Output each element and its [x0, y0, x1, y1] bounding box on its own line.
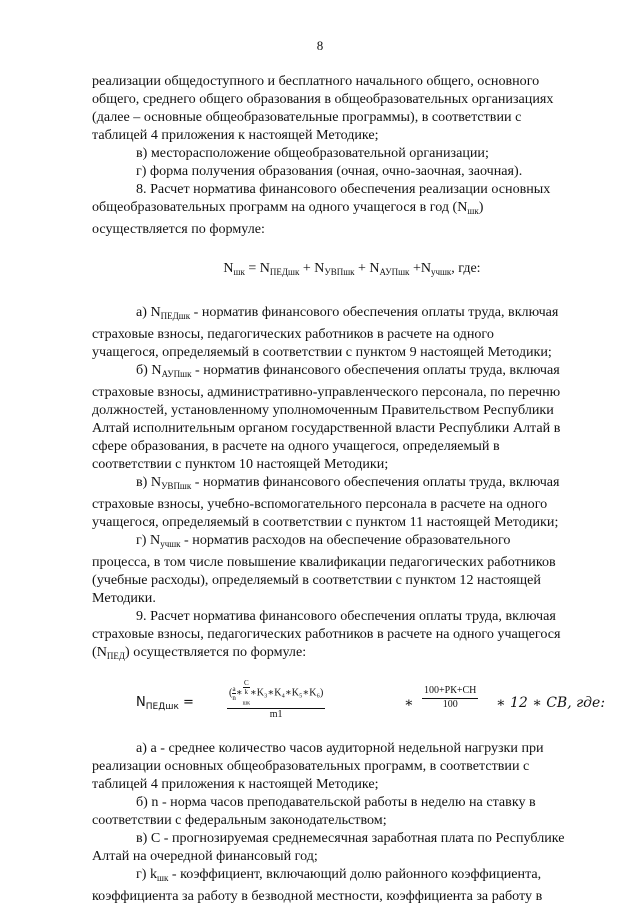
text-span: )	[478, 199, 484, 215]
subscript: шк	[242, 700, 250, 707]
text-span: ) осуществляется по формуле:	[125, 644, 307, 660]
text-span: - коэффициент, включающий долю районного коэффициента,	[168, 866, 542, 882]
formula-operator: ∗	[404, 695, 414, 711]
text-line: Методики.	[92, 590, 156, 606]
subscript: учшк	[160, 539, 181, 549]
subscript: учшк	[430, 267, 452, 277]
fraction-second	[422, 685, 478, 711]
formula-text: a	[232, 684, 236, 693]
text-line: страховые взносы, учебно-вспомогательного персонала в расчете на одного	[92, 496, 548, 512]
text-span: б) N	[136, 362, 162, 378]
text-line: таблицей 4 приложения к настоящей Методике;	[92, 776, 379, 792]
text-line: (учебные расходы), определяемый в соответствии с пунктом 12 настоящей	[92, 572, 541, 588]
text-span: г) k	[136, 866, 158, 882]
page-number: 8	[316, 38, 324, 53]
text-line: процесса, в том числе повышение квалификации педагогических работников	[92, 554, 556, 570]
text-line: Алтай на очередной финансовый год;	[92, 848, 318, 864]
text-span: г) N	[136, 532, 161, 548]
text-line: сфере образования, в расчете на одного учащегося, определяемый в	[92, 438, 500, 454]
text-span: (N	[92, 644, 107, 660]
text-line: таблицей 4 приложения к настоящей Методике;	[92, 127, 379, 143]
formula-text: ∗	[235, 687, 243, 699]
definition-a	[92, 303, 612, 325]
subscript: шк	[157, 873, 169, 883]
subscript: ПЕДшк	[160, 311, 191, 321]
text-line: учащегося, определяемый в соответствии с пунктом 9 настоящей Методики;	[92, 344, 552, 360]
text-line: соответствии с федеральным законодательством;	[92, 812, 387, 828]
formula-text: , где:	[451, 261, 481, 276]
text-line: общего, среднего общего образования в общеобразовательных организациях	[92, 91, 554, 107]
list-item-v: в) месторасположение общеобразовательной организации;	[136, 145, 489, 161]
text-line: Алтай исполнительным органом государственной власти Республики Алтай в	[92, 420, 561, 436]
formula-text: k	[244, 688, 249, 696]
subscript: УВПшк	[161, 481, 192, 491]
text-line: страховые взносы, административно-управленческого персонала, по перечню	[92, 384, 561, 400]
definition-g	[92, 531, 612, 553]
text-line: соответствии с пунктом 10 настоящей Методики;	[92, 456, 389, 472]
formula-text: ∗K₃∗K₄∗K₅∗K₆)	[249, 687, 324, 699]
fraction-denominator: 100	[442, 699, 458, 710]
fraction-c-over-k	[243, 679, 250, 707]
formula-text: C	[243, 679, 249, 687]
fraction-main	[227, 679, 325, 721]
paragraph-8-line: осуществляется по формуле:	[92, 221, 265, 237]
formula-text: N	[223, 261, 234, 276]
fraction-denominator: m1	[269, 709, 283, 721]
text-line: должностей, установленному уполномоченным Правительством Республики	[92, 402, 554, 418]
formula-1	[92, 260, 612, 281]
text-line: коэффициента за работу в безводной местности, коэффициента за работу в	[92, 888, 543, 904]
fraction-numerator: 100+РК+СН	[422, 685, 478, 699]
paragraph-8-line	[92, 198, 612, 220]
formula-tail: ∗ 12 ∗ СВ, где:	[496, 695, 606, 711]
text-line: реализации основных общеобразовательных программ, в соответствии с	[92, 758, 530, 774]
formula-text: N	[136, 695, 146, 710]
text-span: общеобразовательных программ на одного учащегося в год (N	[92, 199, 468, 215]
text-line: учащегося, определяемый в соответствии с пунктом 11 настоящей Методики;	[92, 514, 559, 530]
formula-text: + N	[299, 261, 325, 276]
text-line: реализации общедоступного и бесплатного начального общего, основного	[92, 73, 540, 89]
paragraph-9-line	[92, 643, 612, 665]
text-line: (далее – основные общеобразовательные программы), в соответствии с	[92, 109, 522, 125]
formula-text: (	[229, 687, 233, 699]
subscript: шк	[467, 206, 479, 216]
formula-text: +N	[409, 261, 431, 276]
text-span: - норматив финансового обеспечения оплаты труда, включая	[191, 474, 560, 490]
definition-b	[92, 361, 612, 383]
text-span: - норматив финансового обеспечения оплаты труда, включая	[191, 362, 560, 378]
text-span: в) N	[136, 474, 162, 490]
paragraph-8-line: 8. Расчет норматива финансового обеспечения реализации основных	[136, 181, 551, 197]
subscript: ПЕДшк	[269, 267, 300, 277]
subscript: ПЕД	[106, 651, 126, 661]
text-line: страховые взносы, педагогических работников в расчете на одного	[92, 326, 494, 342]
formula-2	[92, 679, 612, 725]
subscript: шк	[233, 267, 245, 277]
definition-v	[92, 473, 612, 495]
def2-b: б) n - норма часов преподавательской работы в неделю на ставку в	[136, 794, 536, 810]
def2-v: в) С - прогнозируемая среднемесячная заработная плата по Республике	[136, 830, 565, 846]
list-item-g: г) форма получения образования (очная, очно-заочная, заочная).	[136, 163, 523, 179]
subscript: АУПшк	[379, 267, 410, 277]
subscript: УВПшк	[324, 267, 355, 277]
text-span: а) N	[136, 304, 161, 320]
formula-text: =	[178, 695, 194, 710]
fraction-numerator	[227, 679, 325, 709]
document-body	[92, 72, 612, 905]
formula-lhs	[136, 694, 194, 716]
def2-g	[92, 865, 612, 887]
paragraph-9-line: страховые взносы, педагогических работников в расчете на одного учащегося	[92, 626, 561, 642]
formula-text: + N	[354, 261, 380, 276]
text-span: - норматив финансового обеспечения оплаты труда, включая	[190, 304, 559, 320]
formula-text: n	[232, 693, 236, 702]
text-span: - норматив расходов на обеспечение образовательного	[180, 532, 511, 548]
def2-a: а) а - среднее количество часов аудиторной недельной нагрузки при	[136, 740, 544, 756]
paragraph-9-line: 9. Расчет норматива финансового обеспечения оплаты труда, включая	[136, 608, 556, 624]
subscript: АУПшк	[161, 369, 192, 379]
subscript: ПЕДшк	[145, 702, 179, 712]
formula-text: = N	[244, 261, 270, 276]
